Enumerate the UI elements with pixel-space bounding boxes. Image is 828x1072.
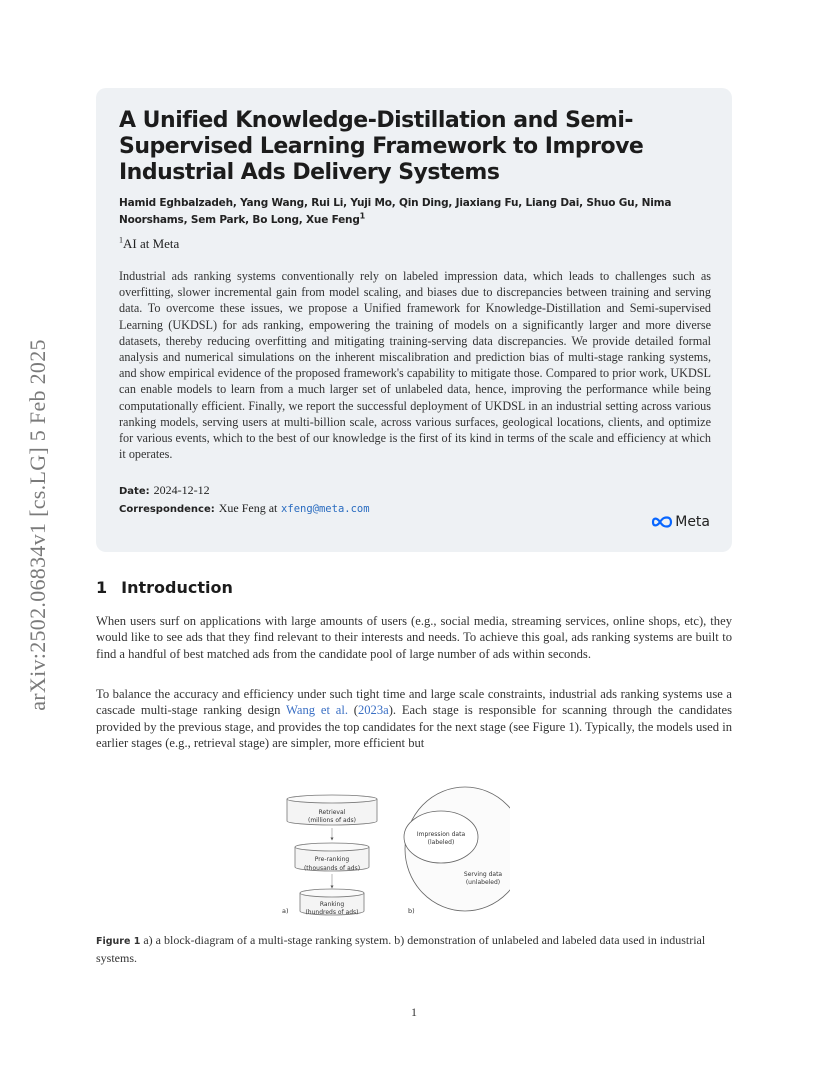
stage-ranking-sub: (hundreds of ads) [305,909,359,916]
panel-b-label: b) [408,907,415,915]
citation-open: ( [347,703,358,718]
section-number: 1 [96,578,108,597]
intro-paragraph-1: When users surf on applications with large amounts of users (e.g., social media, streaming services, online shops, etc), they would like to see ads that they find relevant to their interests and needs. To achieve this goal, ads ranking systems are built to find a handful of best matched ads from the candidate pool of large number of ads within seconds. [96,614,732,661]
stage-ranking-label: Ranking [319,901,345,908]
serving-data-sub: (unlabeled) [465,879,501,886]
paper-metadata [119,482,710,518]
affiliation-mark: 1 [119,235,123,245]
panel-a-label: a) [282,907,289,915]
impression-data-label: Impression data [416,831,466,838]
meta-infinity-icon [651,516,673,528]
serving-data-label: Serving data [463,871,503,878]
page-number: 1 [411,1005,417,1019]
stage-preranking-sub: (thousands of ads) [303,865,361,872]
arxiv-identifier-text: arXiv:2502.06834v1 [cs.LG] 5 Feb 2025 [25,339,51,711]
stage-retrieval-sub: (millions of ads) [307,817,357,824]
meta-logo-text: Meta [675,514,710,530]
meta-logo [651,514,710,530]
author-list [119,195,719,229]
impression-data-circle [404,811,478,863]
title-block [96,88,732,552]
correspondence-line [119,500,710,518]
date-label: Date: [119,486,150,498]
stage-preranking-label: Pre-ranking [314,856,350,863]
affiliation-name: AI at Meta [123,236,180,251]
stage-retrieval-cylinder [287,795,377,825]
citation-year-link[interactable]: 2023a [357,703,389,718]
paper-title: A Unified Knowledge-Distillation and Semi-Supervised Learning Framework to Improve Industrial Ads Delivery Systems [119,108,644,185]
arxiv-identifier [18,290,58,760]
figure-caption-text: a) a block-diagram of a multi-stage ranking system. b) demonstration of unlabeled and labeled data used in industrial systems. [96,933,706,965]
citation-close: ) [388,703,393,718]
author-names: Hamid Eghbalzadeh, Yang Wang, Rui Li, Yuji Mo, Qin Ding, Jiaxiang Fu, Liang Dai, Shuo Gu, Nima Noorshams, Sem Park, Bo Long, Xue Feng [119,197,672,226]
section-title: Introduction [121,578,233,597]
correspondence-label: Correspondence: [119,504,215,516]
citation-author-link[interactable]: Wang et al. [286,703,348,718]
figure-1-caption [96,932,732,966]
section-heading [96,578,233,597]
stage-preranking-cylinder [295,843,369,872]
intro-paragraph-2 [96,686,732,751]
date-value: 2024-12-12 [153,483,210,498]
para2-text-before: To balance the accuracy and efficiency under such tight time and large scale constraints, industrial ads ranking systems use a cascade multi-stage ranking design [96,687,732,718]
impression-data-sub: (labeled) [427,839,455,846]
author-affiliation-mark: 1 [359,211,366,221]
correspondence-name: Xue Feng at [218,501,278,516]
correspondence-email-link[interactable]: xfeng@meta.com [281,503,370,516]
figure-1-diagram [270,783,510,923]
figure-caption-label: Figure 1 [96,936,141,947]
stage-ranking-cylinder [300,889,364,916]
para2-text-after: . Each stage is responsible for scanning through the candidates provided by the previous stage, and provides the top candidates for the next stage (see Figure 1). Typically, the models used in earlier stages (e.g., retrieval stage) are simpler, more efficient but [96,703,732,750]
stage-retrieval-label: Retrieval [318,809,346,816]
affiliation [119,236,710,252]
date-line [119,482,710,500]
abstract: Industrial ads ranking systems conventionally rely on labeled impression data, which leads to challenges such as overfitting, slower incremental gain from model scaling, and biases due to discrepancies between training and serving data. To overcome these issues, we propose a Unified framework for Knowledge-Distillation and Semi-supervised Learning (UKDSL) for ads ranking, empowering the training of models on a significantly larger and more diverse datasets, thereby reducing overfitting and mitigating training-serving data discrepancies. We provide detailed formal analysis and numerical simulations on the inherent miscalibration and prediction bias of multi-stage ranking systems, and show empirical evidence of the proposed framework's capability to mitigate those. Compared to prior work, UKDSL can enable models to learn from a much larger set of unlabeled data, hence, improving the performance while being computationally efficient. Finally, we report the successful deployment of UKDSL in an industrial setting across various ranking models, serving users at multi-billion scale, across various surfaces, geological locations, clients, and optimize for various events, which to the best of our knowledge is the first of its kind in terms of the scale and efficiency at which it operates. [119,269,711,462]
